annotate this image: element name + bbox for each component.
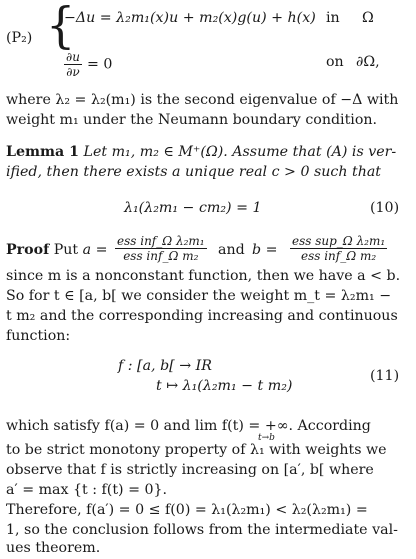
system-label: (P₂) (6, 30, 33, 46)
proof-line3: So for t ∈ [a, b[ we consider the weight m_t = λ₂m₁ − (6, 288, 392, 304)
function-mapping: t ↦ λ₁(λ₂m₁ − t m₂) (156, 378, 293, 394)
system-eq2-domain-word: on (326, 54, 344, 70)
proof-a-lhs: a = (82, 242, 108, 258)
lemma-line1 (6, 142, 396, 162)
proof-line9: a′ = max {t : f(t) = 0}. (6, 482, 168, 498)
proof-b-lhs: b = (252, 242, 278, 258)
proof-line2: since m is a nonconstant function, then we have a < b. (6, 268, 401, 284)
proof-put: Put (53, 242, 79, 258)
system-eq1-domain-word: in (326, 10, 340, 26)
limit-subscript: t→b (258, 433, 275, 443)
fraction-b (290, 234, 387, 263)
function-definition: f : [a, b[ → IR (118, 358, 212, 374)
lemma-line2: ified, then there exists a unique real c > 0 such that (6, 164, 381, 180)
proof-heading: Proof (6, 242, 50, 258)
proof-eq-number: (11) (370, 368, 400, 384)
normal-derivative-den: ∂ν (66, 65, 80, 79)
proof-and: and (218, 242, 245, 258)
proof-line11: 1, so the conclusion follows from the intermediate val- (6, 522, 398, 538)
para1-line1: where λ₂ = λ₂(m₁) is the second eigenvalue of −Δ with (6, 92, 399, 108)
system-equation-1: −Δu = λ₂m₁(x)u + m₂(x)g(u) + h(x) (64, 10, 316, 26)
lemma-eq-number: (10) (370, 200, 400, 216)
fraction-a-den: ess inf_Ω m₂ (123, 249, 199, 263)
proof-line8: observe that f is strictly increasing on [a′, b[ where (6, 462, 374, 478)
proof-line12: ues theorem. (6, 540, 101, 556)
lemma-equation: λ₁(λ₂m₁ − cm₂) = 1 (124, 200, 262, 216)
system-brace: { (46, 0, 76, 54)
normal-derivative-fraction (64, 50, 82, 79)
proof-line1 (6, 240, 107, 260)
system-eq1-domain: Ω (362, 10, 374, 26)
para1-line2: weight m₁ under the Neumann boundary condition. (6, 112, 378, 128)
system-eq2-rhs: = 0 (87, 56, 113, 73)
normal-derivative-num: ∂u (66, 50, 80, 64)
proof-line6: which satisfy f(a) = 0 and lim f(t) = +∞. According (6, 418, 371, 434)
fraction-a (115, 234, 207, 263)
lemma-heading: Lemma 1 (6, 144, 80, 160)
system-equation-2 (64, 50, 112, 79)
proof-line10: Therefore, f(a′) = 0 ≤ f(0) = λ₁(λ₂m₁) < λ₂(λ₂m₁) = (6, 502, 368, 518)
fraction-b-den: ess inf_Ω m₂ (300, 249, 377, 263)
fraction-a-num: ess inf_Ω λ₂m₁ (117, 234, 205, 248)
fraction-b-num: ess sup_Ω λ₂m₁ (292, 234, 386, 248)
proof-line5: function: (6, 328, 71, 344)
proof-line7: to be strict monotony property of λ₁ with weights we (6, 442, 387, 458)
proof-line4: t m₂ and the corresponding increasing and continuous (6, 308, 398, 324)
system-eq2-domain: ∂Ω, (356, 54, 380, 70)
lemma-text-1: Let m₁, m₂ ∈ M⁺(Ω). Assume that (A) is ver- (83, 144, 397, 160)
